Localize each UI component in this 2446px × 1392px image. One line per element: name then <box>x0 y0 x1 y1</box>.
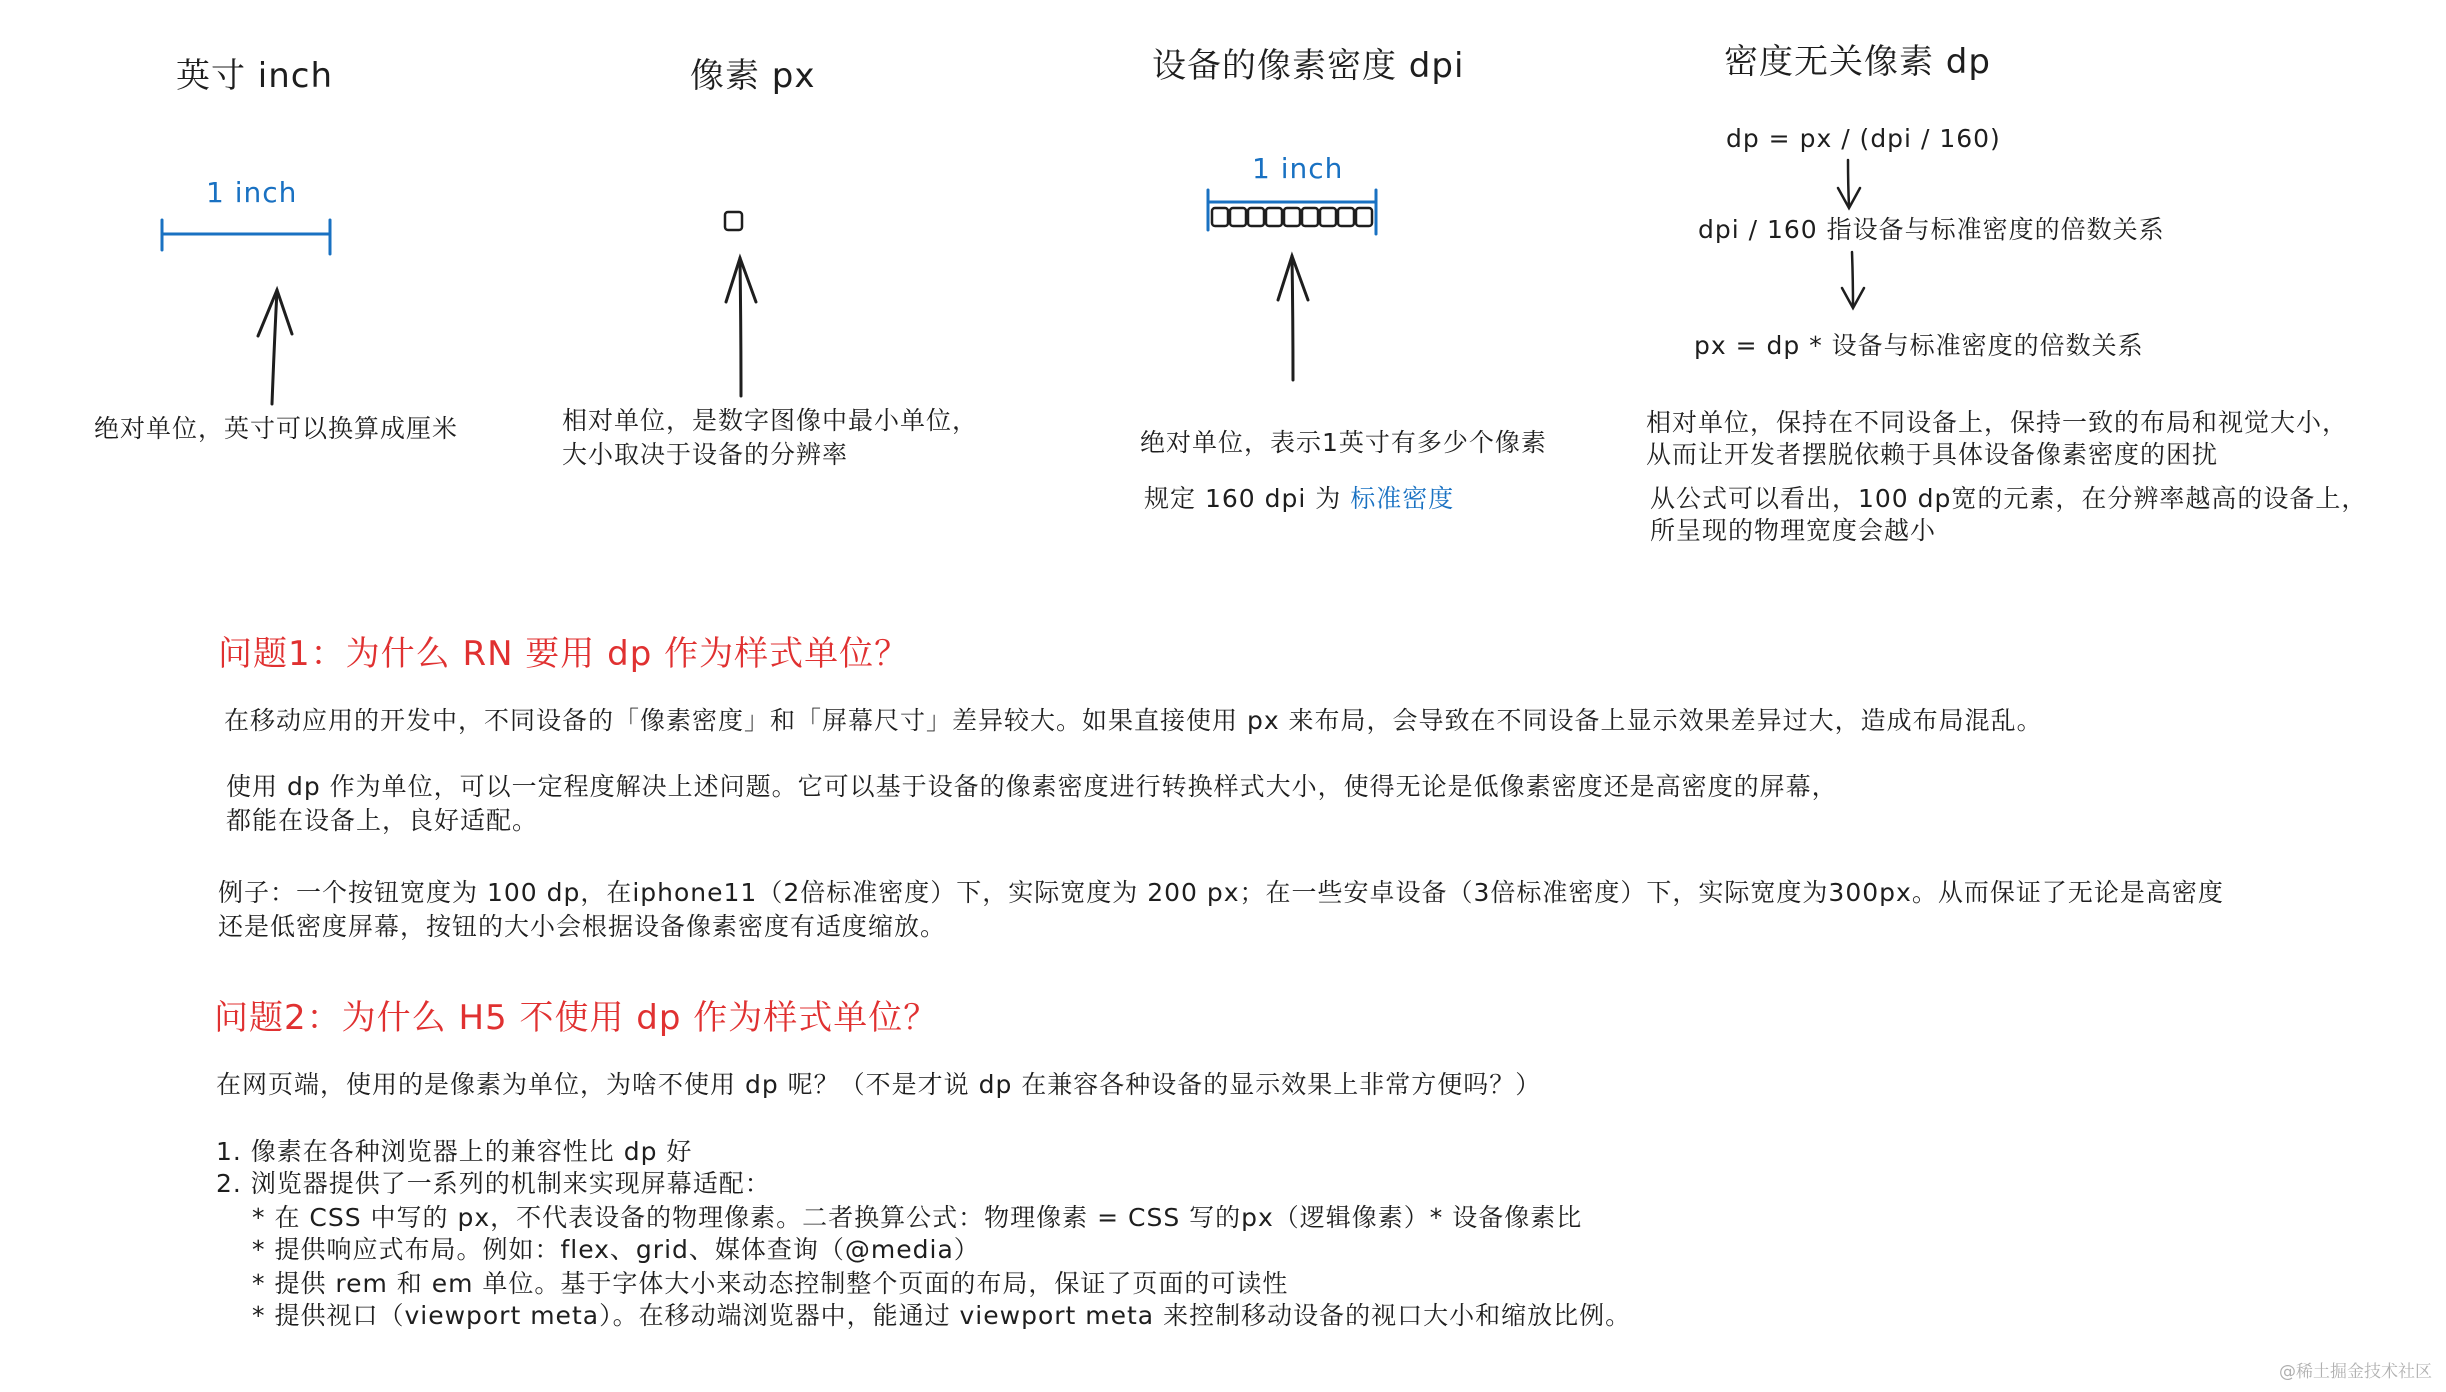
pixel-square <box>725 212 742 230</box>
dpi-arrow-icon <box>1278 256 1308 380</box>
question2-item2: 2. 浏览器提供了一系列的机制来实现屏幕适配： <box>216 1169 771 1198</box>
dp-note-line4: 所呈现的物理宽度会越小 <box>1650 516 1937 545</box>
dpi-pixel-row <box>1212 208 1372 226</box>
px-title: 像素 px <box>690 56 816 96</box>
question1-title: 问题1：为什么 RN 要用 dp 作为样式单位？ <box>218 634 910 674</box>
dp-note-line3: 从公式可以看出，100 dp宽的元素，在分辨率越高的设备上， <box>1650 484 2368 513</box>
question1-para1: 在移动应用的开发中，不同设备的「像素密度」和「屏幕尺寸」差异较大。如果直接使用 px 来布局，会导致在不同设备上显示效果差异过大，造成布局混乱。 <box>224 706 2043 735</box>
inch-title: 英寸 inch <box>176 56 334 96</box>
formula-arrow-1-icon <box>1838 160 1860 208</box>
watermark: @稀土掘金技术社区 <box>2279 1362 2432 1382</box>
dpi-note-line1: 绝对单位，表示1英寸有多少个像素 <box>1140 428 1547 457</box>
question2-sub3: * 提供 rem 和 em 单位。基于字体大小来动态控制整个页面的布局，保证了页面的可读性 <box>252 1269 1289 1298</box>
px-formula: px = dp * 设备与标准密度的倍数关系 <box>1694 331 2144 360</box>
dp-formula: dp = px / (dpi / 160) <box>1726 124 2001 153</box>
inch-arrow-icon <box>258 290 292 404</box>
inch-ruler <box>162 220 330 254</box>
px-note-line2: 大小取决于设备的分辨率 <box>562 440 849 469</box>
dp-note-line1: 相对单位，保持在不同设备上，保持一致的布局和视觉大小， <box>1646 408 2349 437</box>
question1-example-line1: 例子：一个按钮宽度为 100 dp，在iphone11（2倍标准密度）下，实际宽度为 200 px；在一些安卓设备（3倍标准密度）下，实际宽度为300px。从而保证了无论是高密度 <box>218 878 2224 907</box>
question1-para2-line2: 都能在设备上，良好适配。 <box>226 806 539 835</box>
dp-note-line2: 从而让开发者摆脱依赖于具体设备像素密度的困扰 <box>1646 440 2219 469</box>
question2-intro: 在网页端，使用的是像素为单位，为啥不使用 dp 呢？（不是才说 dp 在兼容各种设备的显示效果上非常方便吗？） <box>216 1070 1542 1099</box>
question1-para2-line1: 使用 dp 作为单位，可以一定程度解决上述问题。它可以基于设备的像素密度进行转换样式大小，使得无论是低像素密度还是高密度的屏幕， <box>226 772 1838 801</box>
question2-title: 问题2：为什么 H5 不使用 dp 作为样式单位？ <box>214 998 939 1038</box>
dpi-ruler-label: 1 inch <box>1252 152 1344 185</box>
px-arrow-icon <box>726 258 756 396</box>
dpi-ruler <box>1208 190 1376 234</box>
formula-arrow-2-icon <box>1842 252 1864 308</box>
inch-ruler-label: 1 inch <box>206 176 298 209</box>
dpi-note-prefix: 规定 160 dpi 为 <box>1144 484 1351 513</box>
dpi-note-line2 <box>1144 482 1454 516</box>
dp-title: 密度无关像素 dp <box>1724 42 1991 82</box>
question1-example-line2: 还是低密度屏幕，按钮的大小会根据设备像素密度有适度缩放。 <box>218 912 947 941</box>
dpi-ratio-formula: dpi / 160 指设备与标准密度的倍数关系 <box>1698 215 2165 244</box>
px-note-line1: 相对单位，是数字图像中最小单位， <box>562 406 979 435</box>
inch-note: 绝对单位，英寸可以换算成厘米 <box>94 414 459 443</box>
dpi-title: 设备的像素密度 dpi <box>1152 46 1465 86</box>
question2-item1: 1. 像素在各种浏览器上的兼容性比 dp 好 <box>216 1137 693 1166</box>
question2-sub1: * 在 CSS 中写的 px，不代表设备的物理像素。二者换算公式：物理像素 = CSS 写的px（逻辑像素）* 设备像素比 <box>252 1203 1583 1232</box>
standard-density-highlight: 标准密度 <box>1350 484 1455 513</box>
question2-sub2: * 提供响应式布局。例如：flex、grid、媒体查询（@media） <box>252 1235 980 1264</box>
question2-sub4: * 提供视口（viewport meta）。在移动端浏览器中，能通过 viewport meta 来控制移动设备的视口大小和缩放比例。 <box>252 1301 1632 1330</box>
